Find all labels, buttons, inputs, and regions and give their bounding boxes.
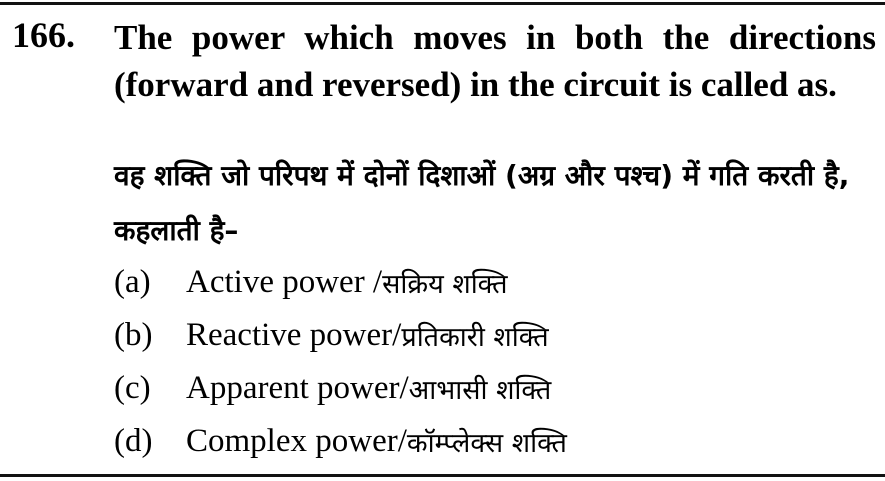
option-text-hindi: प्रतिकारी शक्ति <box>401 322 549 353</box>
option-letter: (c) <box>114 370 151 406</box>
bottom-divider <box>0 474 885 477</box>
top-divider <box>0 2 885 5</box>
option-text-english: Apparent power/ <box>186 370 409 406</box>
option-letter: (d) <box>114 423 153 459</box>
option-text-english: Active power / <box>186 264 383 300</box>
question-text-english: The power which moves in both the directions (forward and reversed) in the circuit is called as. <box>114 18 876 104</box>
question-text-hindi: वह शक्ति जो परिपथ में दोनों दिशाओं (अग्र और पश्च) में गति करती है, कहलाती है– <box>114 159 850 247</box>
option-text-hindi: कॉम्प्लेक्स शक्ति <box>406 428 567 459</box>
option-text-english: Reactive power/ <box>186 317 402 353</box>
option-b <box>114 309 874 362</box>
option-text-hindi: आभासी शक्ति <box>408 375 552 406</box>
option-text-hindi: सक्रिय शक्ति <box>382 269 508 300</box>
option-c <box>114 362 874 415</box>
option-d <box>114 415 874 468</box>
option-letter: (a) <box>114 264 151 300</box>
option-letter: (b) <box>114 317 153 353</box>
option-text-english: Complex power/ <box>186 423 407 459</box>
answer-options <box>114 256 874 468</box>
question-number: 166. <box>12 15 75 55</box>
option-a <box>114 256 874 309</box>
